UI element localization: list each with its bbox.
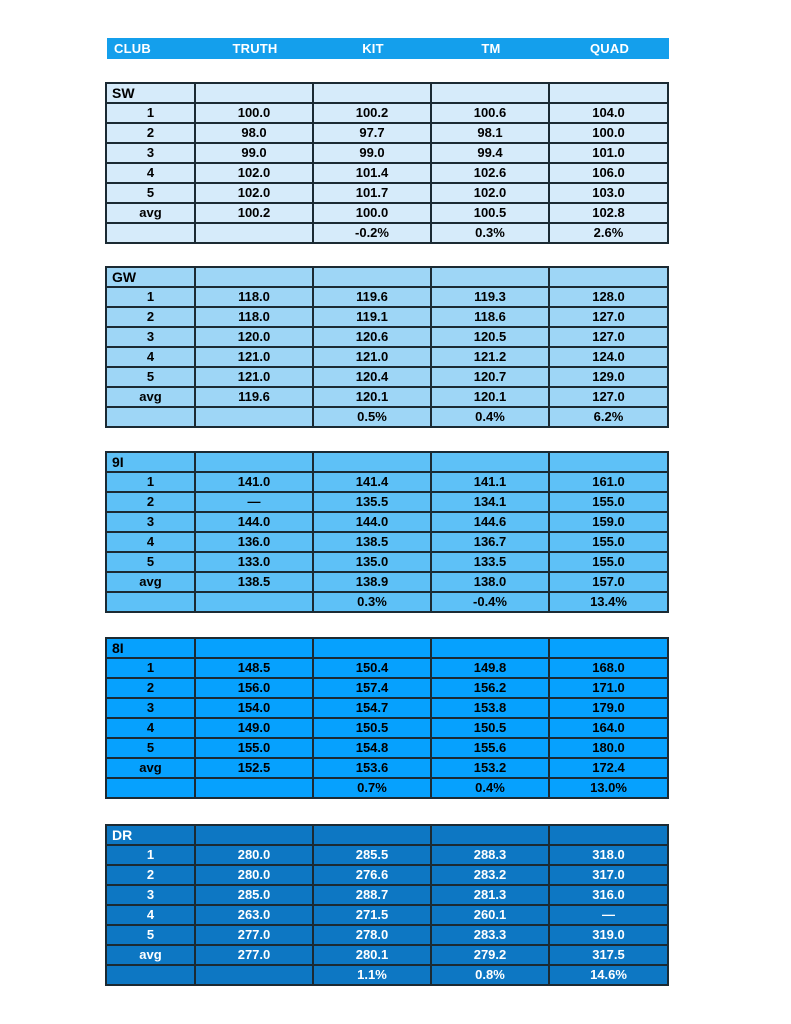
table-cell: 260.1 [431,905,549,925]
table-row [106,512,668,532]
avg-row [106,203,668,223]
table-cell: 2 [106,492,195,512]
table-cell: 103.0 [549,183,668,203]
table-cell: 279.2 [431,945,549,965]
table-row [106,698,668,718]
avg-row [106,572,668,592]
table-cell: avg [106,387,195,407]
section-table-gw [105,266,669,428]
table-row [106,865,668,885]
table-cell: 155.0 [195,738,313,758]
table-cell: 4 [106,347,195,367]
table-cell: — [195,492,313,512]
table-cell: 135.5 [313,492,431,512]
table-cell: 14.6% [549,965,668,985]
table-cell: 118.0 [195,307,313,327]
table-cell: 136.7 [431,532,549,552]
table-row [106,287,668,307]
table-cell: 101.0 [549,143,668,163]
table-cell: 120.7 [431,367,549,387]
section-label: DR [106,825,195,845]
table-cell [195,83,313,103]
table-cell [106,778,195,798]
table-cell: 13.0% [549,778,668,798]
table-row [106,658,668,678]
table-cell: 1 [106,103,195,123]
table-cell [431,267,549,287]
table-cell [195,223,313,243]
table-cell: 121.2 [431,347,549,367]
table-cell: 100.0 [195,103,313,123]
section-header-row [106,638,668,658]
table-cell: 172.4 [549,758,668,778]
table-cell: -0.4% [431,592,549,612]
section-header-row [106,452,668,472]
table-cell: 102.8 [549,203,668,223]
table-cell [549,267,668,287]
table-cell: 164.0 [549,718,668,738]
table-cell: 5 [106,183,195,203]
table-cell: 138.5 [313,532,431,552]
column-header-bar [107,38,669,59]
table-cell: 5 [106,925,195,945]
table-cell: 144.6 [431,512,549,532]
table-cell: 144.0 [195,512,313,532]
percent-row [106,407,668,427]
table-cell: 120.0 [195,327,313,347]
table-cell: 99.0 [313,143,431,163]
table-cell: 101.4 [313,163,431,183]
table-cell: 120.4 [313,367,431,387]
table-cell: 0.5% [313,407,431,427]
table-cell: 0.4% [431,407,549,427]
table-cell: 156.0 [195,678,313,698]
table-cell: 120.1 [431,387,549,407]
table-cell: 124.0 [549,347,668,367]
column-header-truth: TRUTH [232,41,278,56]
table-cell: 4 [106,532,195,552]
table-cell: 180.0 [549,738,668,758]
table-cell: 135.0 [313,552,431,572]
table-cell: 150.4 [313,658,431,678]
percent-row [106,778,668,798]
table-cell: 317.5 [549,945,668,965]
table-cell: 127.0 [549,387,668,407]
table-cell: 153.6 [313,758,431,778]
table-row [106,738,668,758]
table-cell: 141.4 [313,472,431,492]
column-header-kit: KIT [362,41,384,56]
table-cell: 120.1 [313,387,431,407]
table-cell: 1 [106,658,195,678]
table-cell: 121.0 [195,367,313,387]
table-cell: 2 [106,123,195,143]
table-cell: 288.3 [431,845,549,865]
table-cell: 154.7 [313,698,431,718]
table-row [106,552,668,572]
table-cell: 133.5 [431,552,549,572]
table-cell: 3 [106,698,195,718]
table-cell: 277.0 [195,945,313,965]
table-row [106,845,668,865]
table-cell [431,83,549,103]
table-cell: 5 [106,367,195,387]
section-table-dr [105,824,669,986]
table-cell: 100.2 [313,103,431,123]
table-cell: 288.7 [313,885,431,905]
table-cell [106,223,195,243]
table-cell: 154.8 [313,738,431,758]
table-cell [549,638,668,658]
table-cell [431,825,549,845]
percent-row [106,965,668,985]
table-row [106,163,668,183]
table-cell: 156.2 [431,678,549,698]
table-row [106,307,668,327]
table-cell: 149.8 [431,658,549,678]
table-cell: 3 [106,327,195,347]
table-cell [195,592,313,612]
table-cell [106,592,195,612]
table-cell: 119.6 [313,287,431,307]
table-cell: 118.6 [431,307,549,327]
table-cell: 150.5 [313,718,431,738]
table-cell: 1 [106,472,195,492]
section-label: SW [106,83,195,103]
table-cell [549,452,668,472]
column-header-tm: TM [481,41,501,56]
avg-row [106,387,668,407]
table-cell: avg [106,572,195,592]
table-cell: 121.0 [195,347,313,367]
column-header-quad: QUAD [589,41,630,56]
section-table-9i [105,451,669,613]
table-row [106,103,668,123]
table-cell: 154.0 [195,698,313,718]
table-cell: 13.4% [549,592,668,612]
table-cell [195,778,313,798]
section-label: 8I [106,638,195,658]
table-cell: 150.5 [431,718,549,738]
table-cell: 5 [106,552,195,572]
table-cell [549,83,668,103]
table-cell [431,638,549,658]
table-cell: 98.0 [195,123,313,143]
table-cell: 2.6% [549,223,668,243]
table-cell: 319.0 [549,925,668,945]
table-cell [195,638,313,658]
table-cell: 280.1 [313,945,431,965]
table-cell: 99.0 [195,143,313,163]
table-cell: 0.8% [431,965,549,985]
table-cell: 102.6 [431,163,549,183]
table-cell: 263.0 [195,905,313,925]
table-cell: 2 [106,865,195,885]
table-row [106,472,668,492]
table-cell: 138.9 [313,572,431,592]
table-cell: 276.6 [313,865,431,885]
table-cell: 148.5 [195,658,313,678]
table-cell: 0.3% [431,223,549,243]
table-cell: 4 [106,905,195,925]
percent-row [106,592,668,612]
table-cell: 118.0 [195,287,313,307]
table-cell: 0.3% [313,592,431,612]
avg-row [106,758,668,778]
table-cell [313,83,431,103]
table-cell: 179.0 [549,698,668,718]
table-row [106,678,668,698]
table-cell [313,452,431,472]
table-cell [195,965,313,985]
table-cell: 121.0 [313,347,431,367]
table-cell: 138.5 [195,572,313,592]
table-cell: 134.1 [431,492,549,512]
table-cell: 149.0 [195,718,313,738]
table-cell: 120.6 [313,327,431,347]
table-cell: 155.0 [549,552,668,572]
avg-row [106,945,668,965]
table-cell: 317.0 [549,865,668,885]
table-cell: 102.0 [195,183,313,203]
table-cell: 129.0 [549,367,668,387]
table-cell: 157.4 [313,678,431,698]
table-cell: avg [106,203,195,223]
table-cell: 100.5 [431,203,549,223]
table-cell: 104.0 [549,103,668,123]
table-cell: 277.0 [195,925,313,945]
table-row [106,718,668,738]
table-cell: 283.3 [431,925,549,945]
table-cell: 157.0 [549,572,668,592]
table-cell: 102.0 [431,183,549,203]
table-cell: 141.1 [431,472,549,492]
table-row [106,492,668,512]
table-cell [313,638,431,658]
table-row [106,925,668,945]
table-cell [313,267,431,287]
table-row [106,143,668,163]
table-cell: 285.0 [195,885,313,905]
table-cell: 1 [106,287,195,307]
table-cell: 120.5 [431,327,549,347]
section-header-row [106,267,668,287]
table-cell: 316.0 [549,885,668,905]
table-cell: 283.2 [431,865,549,885]
table-cell: 133.0 [195,552,313,572]
table-cell [106,407,195,427]
section-header-row [106,83,668,103]
section-table-8i [105,637,669,799]
table-cell: avg [106,945,195,965]
table-cell: 0.7% [313,778,431,798]
table-cell: 155.6 [431,738,549,758]
table-row [106,123,668,143]
table-cell: 119.1 [313,307,431,327]
table-cell: 161.0 [549,472,668,492]
section-label: 9I [106,452,195,472]
table-cell: 153.8 [431,698,549,718]
table-cell: 0.4% [431,778,549,798]
table-cell [195,267,313,287]
table-cell: 101.7 [313,183,431,203]
table-cell: 100.0 [313,203,431,223]
table-cell: 128.0 [549,287,668,307]
table-cell: 97.7 [313,123,431,143]
table-cell: 119.6 [195,387,313,407]
table-cell: 6.2% [549,407,668,427]
table-cell [195,452,313,472]
table-cell: — [549,905,668,925]
table-cell: avg [106,758,195,778]
section-table-sw [105,82,669,244]
table-cell: 144.0 [313,512,431,532]
table-cell: 271.5 [313,905,431,925]
table-cell: 102.0 [195,163,313,183]
section-label: GW [106,267,195,287]
table-cell: 141.0 [195,472,313,492]
table-cell: 159.0 [549,512,668,532]
table-cell: 155.0 [549,532,668,552]
table-cell: 5 [106,738,195,758]
table-cell: 3 [106,143,195,163]
table-cell [195,407,313,427]
table-row [106,347,668,367]
table-cell [106,965,195,985]
table-cell: 99.4 [431,143,549,163]
percent-row [106,223,668,243]
table-row [106,183,668,203]
table-cell: 278.0 [313,925,431,945]
table-row [106,532,668,552]
table-cell: 318.0 [549,845,668,865]
table-row [106,367,668,387]
table-cell: 153.2 [431,758,549,778]
table-cell [195,825,313,845]
table-cell: 280.0 [195,845,313,865]
table-cell: 2 [106,678,195,698]
table-cell: 106.0 [549,163,668,183]
table-cell: 127.0 [549,327,668,347]
table-cell: 119.3 [431,287,549,307]
table-cell: 281.3 [431,885,549,905]
table-cell: 100.0 [549,123,668,143]
table-cell: 4 [106,163,195,183]
table-cell: 1 [106,845,195,865]
table-cell: 100.2 [195,203,313,223]
table-cell: 171.0 [549,678,668,698]
table-cell: 155.0 [549,492,668,512]
table-cell: 3 [106,512,195,532]
table-cell [313,825,431,845]
table-row [106,885,668,905]
table-cell: 168.0 [549,658,668,678]
table-cell: 1.1% [313,965,431,985]
table-cell: -0.2% [313,223,431,243]
column-header-club: CLUB [114,41,151,56]
table-cell: 138.0 [431,572,549,592]
table-cell: 4 [106,718,195,738]
table-cell: 100.6 [431,103,549,123]
table-row [106,327,668,347]
table-cell: 152.5 [195,758,313,778]
table-cell: 280.0 [195,865,313,885]
table-cell: 98.1 [431,123,549,143]
table-cell: 285.5 [313,845,431,865]
table-cell: 2 [106,307,195,327]
table-cell: 136.0 [195,532,313,552]
table-row [106,905,668,925]
table-cell [431,452,549,472]
table-cell: 3 [106,885,195,905]
table-cell: 127.0 [549,307,668,327]
table-cell [549,825,668,845]
section-header-row [106,825,668,845]
